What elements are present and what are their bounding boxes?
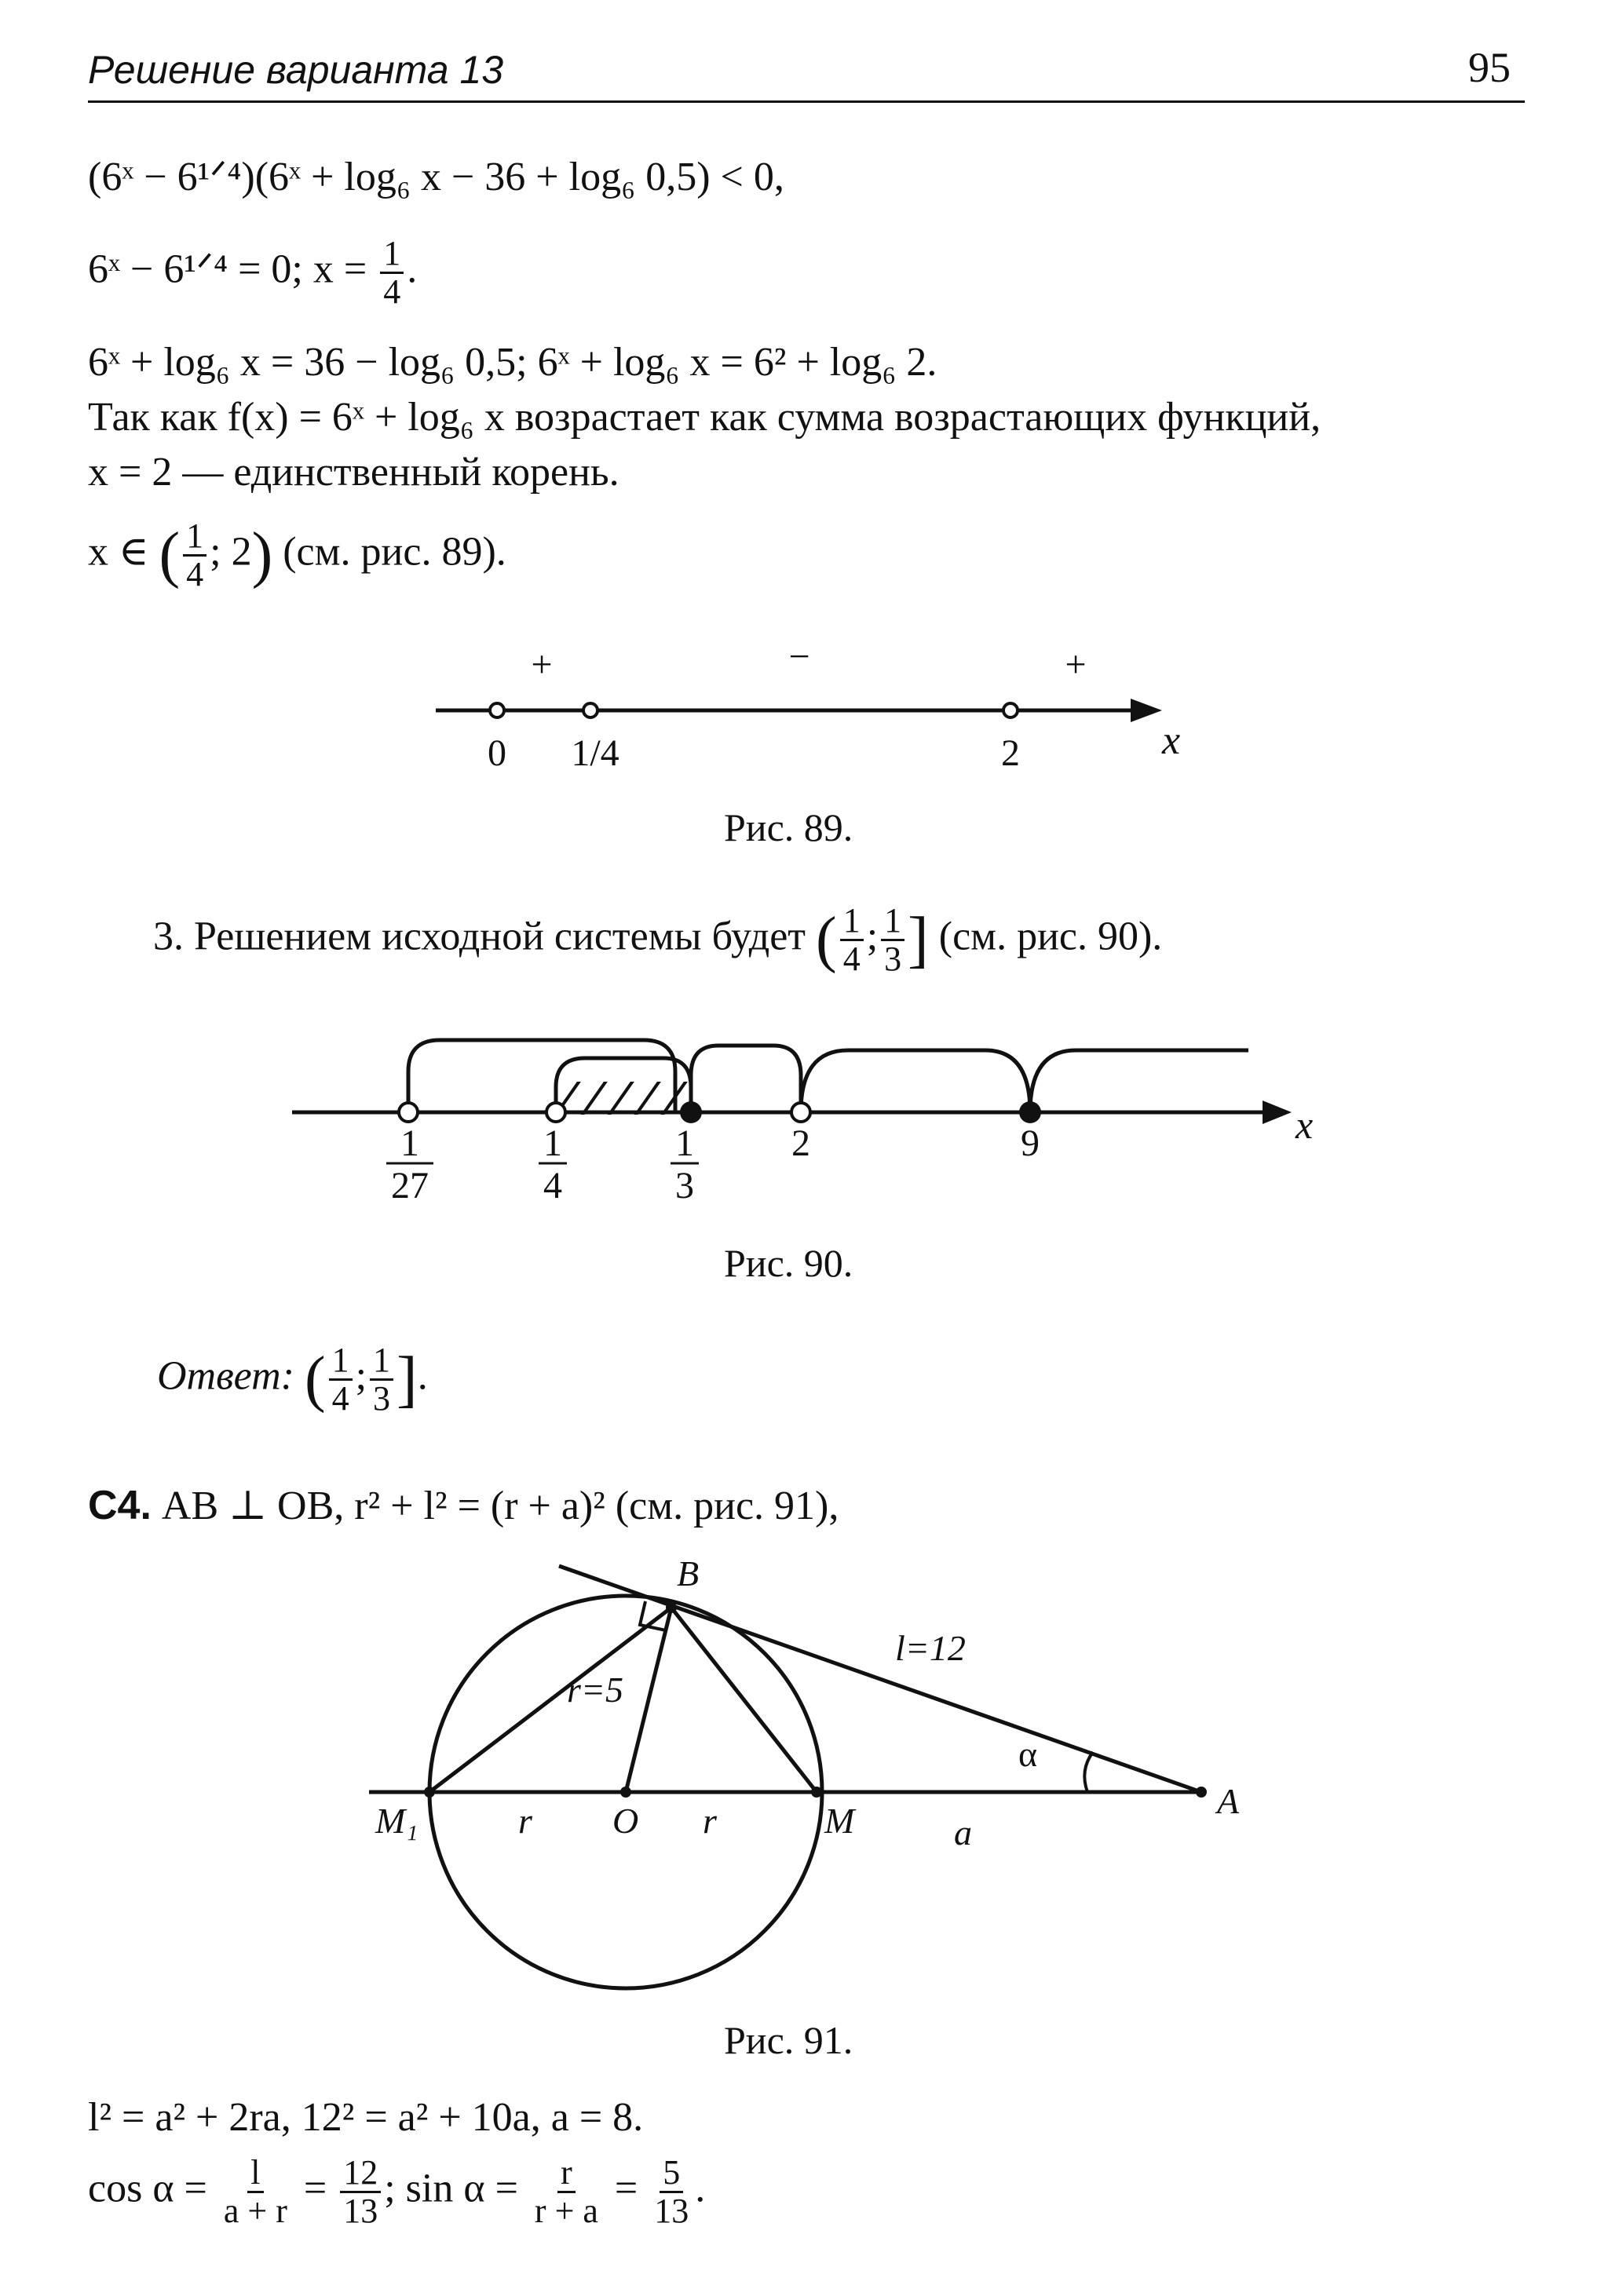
angle-alpha-arc: [1084, 1752, 1093, 1792]
figure-90-number-line: [0, 1020, 1608, 1225]
text-line-4: Так как f(x) = 6ˣ + log₆ x возрастает как сумма возрастающих функций,: [88, 395, 1321, 440]
equation-line-3: 6ˣ + log₆ x = 36 − log₆ 0,5; 6ˣ + log₆ x = 6² + log₆ 2.: [88, 340, 937, 385]
label-O: O: [612, 1801, 639, 1841]
sign-3: +: [1065, 644, 1087, 685]
interval-line: x ∈ ( $\frac{1}{4}$ ; 2) (см. рис. 89).: [88, 517, 506, 594]
segment-m1b: [429, 1608, 671, 1792]
point-1-3: [680, 1101, 702, 1123]
label-r-left: r: [518, 1801, 532, 1841]
point-1-4: [546, 1103, 565, 1122]
label-2: 2: [791, 1122, 810, 1164]
label-A: A: [1217, 1781, 1240, 1821]
point-1-27: [399, 1103, 418, 1122]
axis-label-x: x: [1162, 718, 1181, 763]
point-one-quarter: [583, 703, 598, 717]
label-1-3-den: 3: [675, 1165, 694, 1206]
axis-label-x: x: [1296, 1103, 1314, 1147]
item-3-line: 3. Решением исходной системы будет ( $\frac{1}{4}$ ; $\frac{1}{3}$ ] (см. рис. 90).: [153, 901, 1163, 979]
text-line-5: x = 2 — единственный корень.: [88, 450, 619, 495]
equation-line-2: 6ˣ − 6¹ᐟ⁴ = 0; x = $\frac{1}{4}$ .: [88, 234, 418, 312]
bottom-line-2: cos α = $\frac{l}{a + r}$ = $\frac{12}{13}$ ; sin α = $\frac{r}{r + a}$ = $\frac{5}{13}$ .: [88, 2153, 706, 2231]
point-2: [791, 1103, 810, 1122]
label-M: M: [824, 1801, 855, 1841]
label-2: 2: [1001, 732, 1020, 774]
c4-label: С4.: [88, 1483, 152, 1528]
label-1-27-den: 27: [391, 1165, 429, 1206]
answer-label: Ответ:: [157, 1353, 294, 1399]
c4-line: С4. AB ⊥ OB, r² + l² = (r + a)² (см. рис. 91),: [88, 1483, 839, 1528]
label-1-4-den: 4: [543, 1165, 562, 1206]
label-l12: l=12: [895, 1628, 966, 1668]
label-1-3-num: 1: [675, 1122, 694, 1164]
figure-91-caption: Рис. 91.: [724, 2018, 853, 2062]
label-r-right: r: [703, 1801, 717, 1841]
sign-2: −: [788, 636, 810, 677]
label-0: 0: [488, 732, 506, 774]
label-r5: r=5: [567, 1670, 623, 1710]
answer-line: Ответ: ( $\frac{1}{4}$ ; $\frac{1}{3}$ ].: [157, 1341, 428, 1418]
equation-line-1: (6ˣ − 6¹ᐟ⁴)(6ˣ + log₆ x − 36 + log₆ 0,5) < 0,: [88, 155, 784, 199]
label-9: 9: [1021, 1122, 1040, 1164]
label-B: B: [677, 1554, 700, 1593]
label-1-4-num: 1: [543, 1122, 562, 1164]
sign-1: +: [531, 644, 553, 685]
point-0: [490, 703, 504, 717]
figure-89-number-line: [0, 628, 1608, 785]
point-9: [1019, 1101, 1041, 1123]
equation-line-2-text: 6ˣ − 6¹ᐟ⁴ = 0; x =: [88, 246, 378, 292]
figure-91-geometry: [0, 1554, 1608, 1994]
label-one-quarter: 1/4: [571, 732, 619, 774]
header-rule: [88, 100, 1525, 103]
label-M1: M₁: [375, 1801, 418, 1841]
figure-89-caption: Рис. 89.: [724, 805, 853, 849]
figure-90-caption: Рис. 90.: [724, 1241, 853, 1285]
label-1-27-num: 1: [400, 1122, 419, 1164]
bottom-line-1: l² = a² + 2ra, 12² = a² + 10a, a = 8.: [88, 2095, 644, 2140]
running-header: Решение варианта 13: [88, 48, 504, 92]
label-a: a: [954, 1812, 972, 1852]
label-alpha: α: [1018, 1734, 1038, 1774]
point-2: [1003, 703, 1018, 717]
page-number: 95: [1468, 44, 1511, 91]
fraction-one-quarter: $\frac{1}{4}$: [380, 235, 404, 310]
